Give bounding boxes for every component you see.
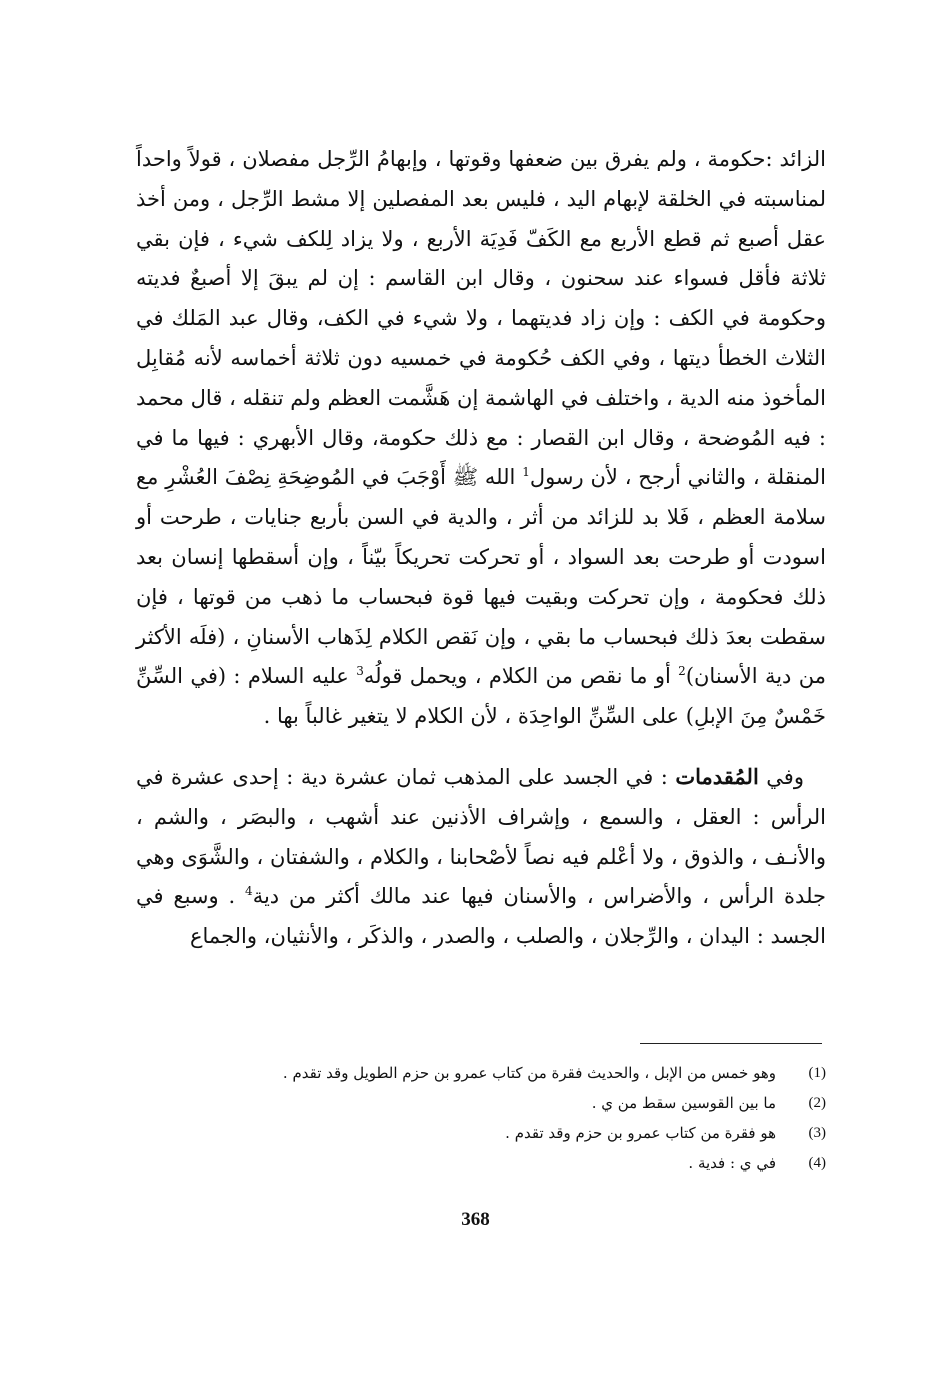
paragraph-2-bold-term: المُقدمات <box>675 763 759 789</box>
footnote-item <box>136 1118 826 1148</box>
footnote-item <box>136 1148 826 1178</box>
footnote-number: (1) <box>808 1065 826 1081</box>
footnote-ref-4[interactable]: 4 <box>245 884 253 899</box>
main-text <box>136 140 826 957</box>
footnote-number: (2) <box>808 1095 826 1111</box>
page-number: 368 <box>461 1209 490 1230</box>
footnote-divider <box>640 1043 822 1044</box>
paragraph-1 <box>136 140 826 737</box>
paragraph-2 <box>136 757 826 957</box>
paragraph-1-text-4: عليه السلام : (في السِّنِّ خَمْسٌ مِنَ الإبلِ) على السِّنِّ الواحِدَة ، لأن الكلام لا يتغير غالباً بها . <box>136 664 826 729</box>
paragraph-2-text-2: . وسبع في الجسد : اليدان ، والرِّجلان ، والصلب ، والصدر ، والذكَر ، والأنثيان، والجماع <box>136 884 826 949</box>
footnote-item <box>136 1058 826 1088</box>
paragraph-1-text-1: الزائد :حكومة ، ولم يفرق بين ضعفها وقوتها ، وإبهامُ الرِّجل مفصلان ، قولاً واحداً لمناسبته في الخلقة لإبهام اليد ، فليس بعد المفصلين إلا مشط الرِّجل ، ومن أخذ عقل أصبع ثم قطع الأربع مع الكَفّ فَدِيَة الأربع ، ولا يزاد لِلكف شيء ، فإن بقي ثلاثة فأقل فسواء عند سحنون ، وقال ابن القاسم : إن لم يبقَ إلا أصبعٌ فديته وحكومة في الكف : وإن زاد فديتهما ، ولا شيء في الكف، وقال عبد المَلك في الثلاث الخطأ ديتها ، وفي الكف حُكومة في خمسيه دون ثلاثة أخماسه لأنه مُقابِل المأخوذ منه الدية ، واختلف في الهاشمة إن هَشَّمت العظم ولم تنقله ، قال محمد : فيه المُوضحة ، وقال ابن القصار : مع ذلك حكومة، وقال الأبهري : فيها ما في المنقلة ، والثاني أرجح ، لأن رسول <box>136 147 826 490</box>
paragraph-1-text-2: الله ﷺ أَوْجَبَ في المُوضِحَةِ نِصْفَ العُشْرِ مع سلامة العظم ، فَلا بد للزائد من أثر ، والدية في السن بأربع جنايات ، طرحت أو اسودت أو طرحت بعد السواد ، أو تحركت تحريكاً بيّناً ، وإن أسقطها إنسان بعد ذلك فحكومة ، وإن تحركت وبقيت فيها قوة فبحساب ما ذهب من قوتها ، فإن سقطت بعدَ ذلك فبحساب ما بقي ، وإن نَقص الكلام لِذَهاب الأسنانِ ، (فلَه الأكثر من دية الأسنان) <box>136 465 827 689</box>
footnote-ref-3[interactable]: 3 <box>356 664 364 679</box>
paragraph-2-text-1: : في الجسد على المذهب ثمان عشرة دية : إحدى عشرة في الرأس : العقل ، والسمع ، وإشراف الأذنين عند أشهب ، والبصَر ، والشم ، والأنـف ، والذوق ، ولا أعْلم فيه نصاً لأصْحابنا ، والكلام ، والشفتان ، والشَّوَى وهي جلدة الرأس ، والأضراس ، والأسنان فيها عند مالك أكثر من دية <box>136 764 826 909</box>
footnotes <box>136 1058 826 1178</box>
footnote-text: وهو خمس من الإبل ، والحديث فقرة من كتاب عمرو بن حزم الطويل وقد تقدم . <box>282 1064 776 1082</box>
footnote-ref-2[interactable]: 2 <box>678 664 686 679</box>
footnote-text: ما بين القوسين سقط من ي . <box>591 1094 776 1112</box>
footnote-number: (3) <box>808 1125 826 1141</box>
footnote-number: (4) <box>808 1155 826 1171</box>
paragraph-2-lead: وفي <box>758 764 804 789</box>
footnote-ref-1[interactable]: 1 <box>522 465 530 480</box>
paragraph-1-text-3: أو ما نقص من الكلام ، ويحمل قولُه <box>363 664 679 689</box>
footnote-item <box>136 1088 826 1118</box>
footnote-text: في ي : فدية . <box>688 1154 776 1172</box>
footnote-text: هو فقرة من كتاب عمرو بن حزم وقد تقدم . <box>505 1124 776 1142</box>
